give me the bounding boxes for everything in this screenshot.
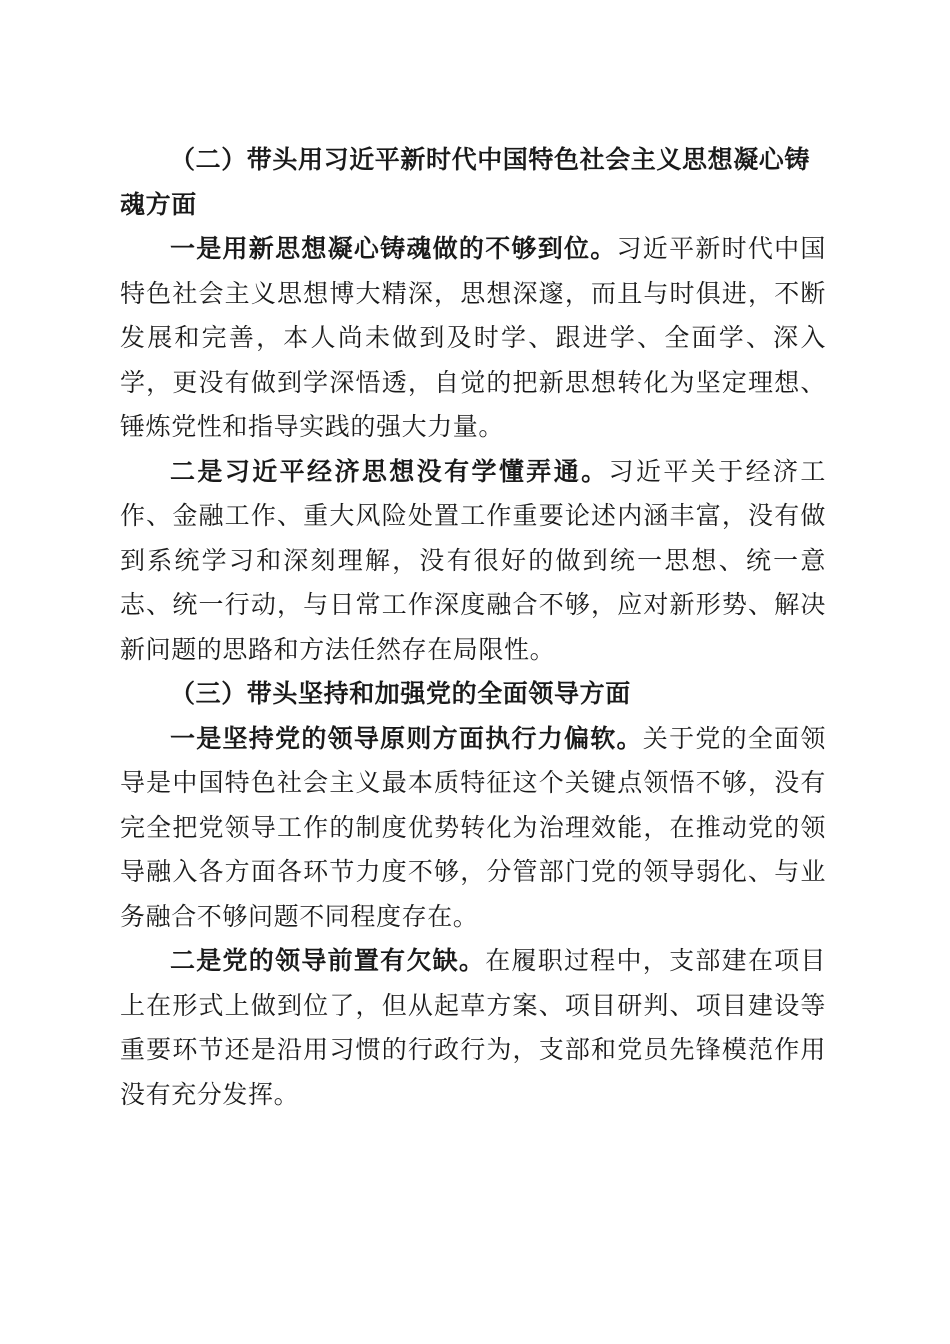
paragraph-body: 习近平关于经济工作、金融工作、重大风险处置工作重要论述内涵丰富，没有做到系统学习和深刻理解，没有很好的做到统一思想、统一意志、统一行动，与日常工作深度融合不够，应对新形势、解决新问题的思路和方法任然存在局限性。 <box>120 456 826 664</box>
section-heading-2: （二）带头用习近平新时代中国特色社会主义思想凝心铸魂方面 <box>120 145 811 219</box>
paragraph-body: 关于党的全面领导是中国特色社会主义最本质特征这个关键点领悟不够，没有完全把党领导工作的制度优势转化为治理效能，在推动党的领导融入各方面各环节力度不够，分管部门党的领导弱化、与业务融合不够问题不同程度存在。 <box>120 723 826 931</box>
paragraph-3-2 <box>120 939 826 1117</box>
paragraph-lead: 一是坚持党的领导原则方面执行力偏软。 <box>170 723 643 753</box>
document-page <box>120 138 826 1117</box>
section-heading-3: （三）带头坚持和加强党的全面领导方面 <box>170 679 631 708</box>
paragraph-lead: 二是习近平经济思想没有学懂弄通。 <box>170 456 609 486</box>
paragraph-body: 习近平新时代中国特色社会主义思想博大精深，思想深邃，而且与时俱进，不断发展和完善，本人尚未做到及时学、跟进学、全面学、深入学，更没有做到学深悟透，自觉的把新思想转化为坚定理想、锤炼党性和指导实践的强大力量。 <box>120 234 826 441</box>
paragraph-lead: 一是用新思想凝心铸魂做的不够到位。 <box>170 234 617 263</box>
paragraph-lead: 二是党的领导前置有欠缺。 <box>170 946 486 975</box>
paragraph-body: 在履职过程中，支部建在项目上在形式上做到位了，但从起草方案、项目研判、项目建设等重要环节还是沿用习惯的行政行为，支部和党员先锋模范作用没有充分发挥。 <box>120 946 826 1109</box>
paragraph-2-2 <box>120 450 826 673</box>
paragraph-2-1 <box>120 227 826 450</box>
paragraph-3-1 <box>120 717 826 940</box>
